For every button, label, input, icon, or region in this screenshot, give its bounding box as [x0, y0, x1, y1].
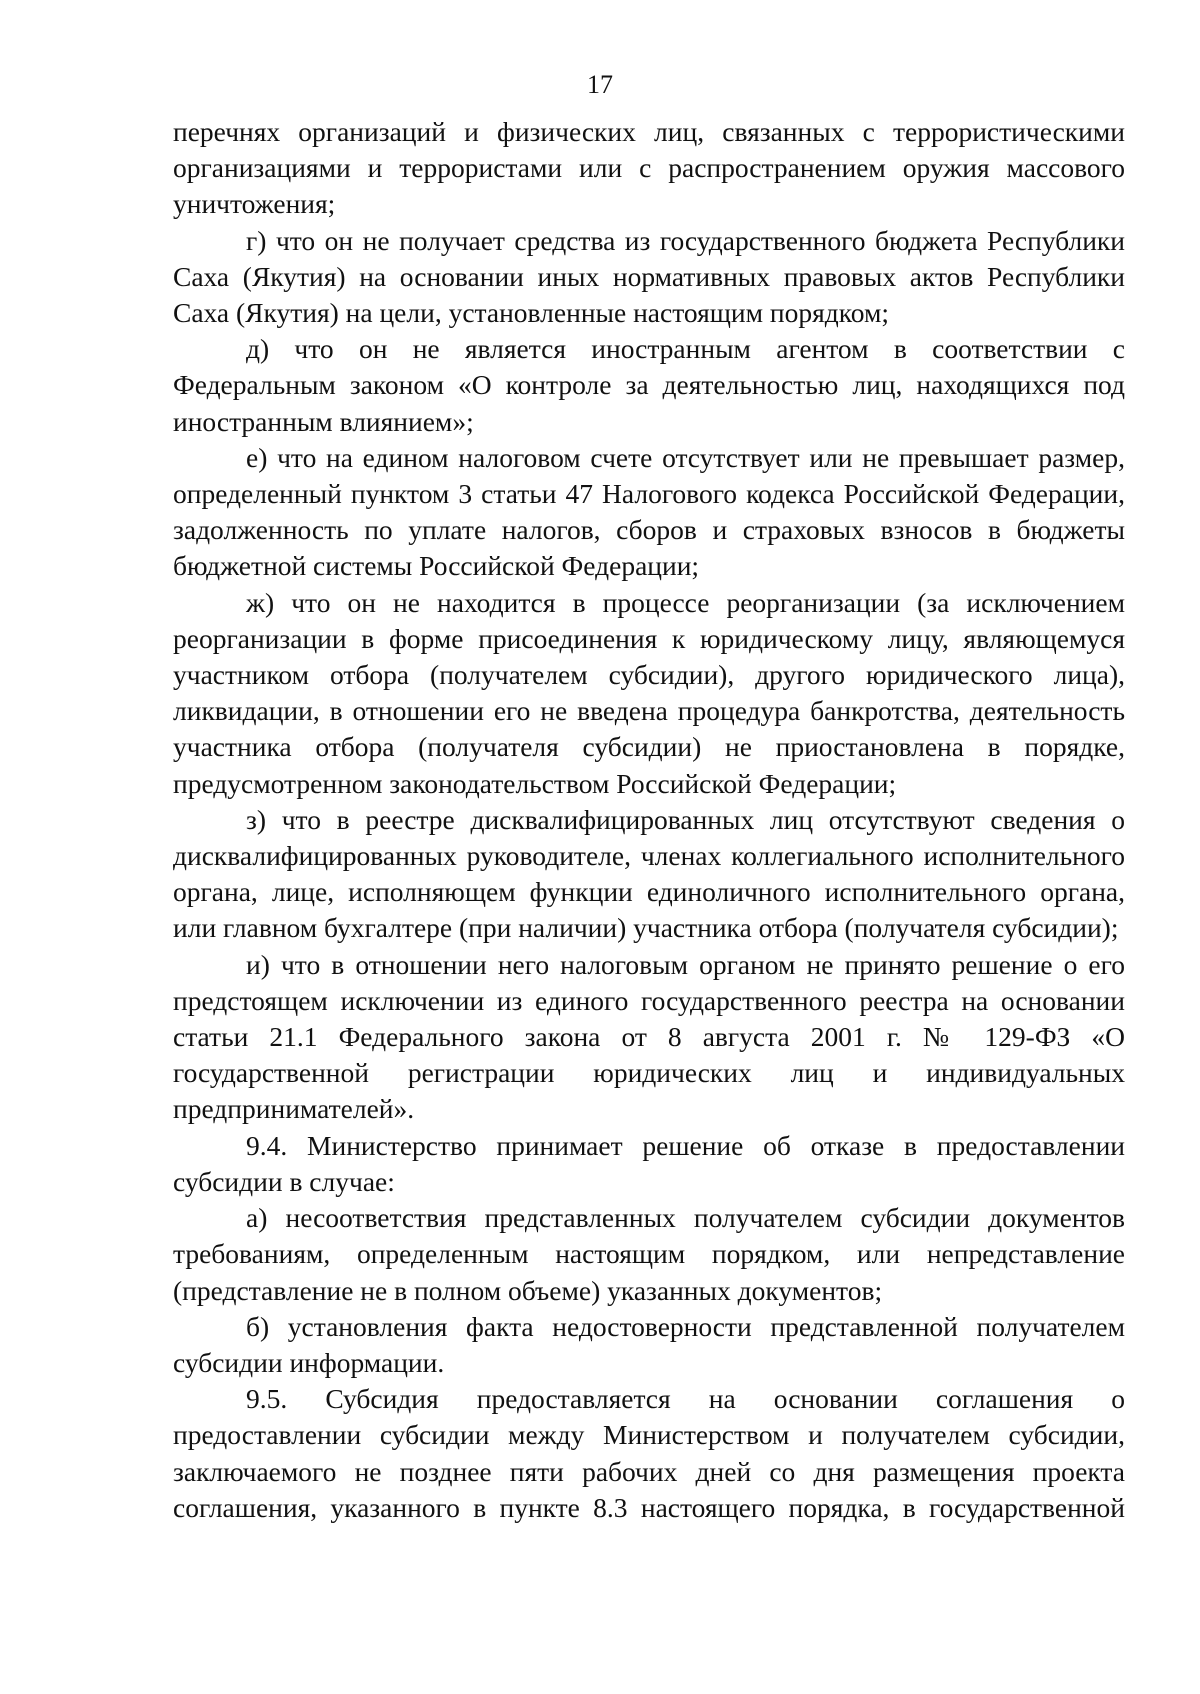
- page-number: 17: [587, 70, 613, 99]
- paragraph-item-i: и) что в отношении него налоговым органом не принято решение о его предстоящем исключении из единого государственного реестра на основании статьи 21.1 Федерального закона от 8 августа 2001 г. № 129-ФЗ «О государственной регистрации юридических лиц и индивидуальных предпринимателей».: [173, 948, 1125, 1125]
- paragraph-item-a: а) несоответствия представленных получателем субсидии документов требованиям, определенным настоящим порядком, или непредставление (представление не в полном объеме) указанных документов;: [173, 1202, 1125, 1306]
- paragraph-item-e: е) что на едином налоговом счете отсутствует или не превышает размер, определенный пунктом 3 статьи 47 Налогового кодекса Российской Федерации, задолженность по уплате налогов, сборов и страховых взносов в бюджеты бюджетной системы Российской Федерации;: [173, 441, 1125, 582]
- paragraph-item-z: з) что в реестре дисквалифицированных лиц отсутствуют сведения о дисквалифицированных руководителе, членах коллегиального исполнительного органа, лице, исполняющем функции единоличного исполнительного органа, или главном бухгалтере (при наличии) участника отбора (получателя субсидии);: [173, 803, 1125, 944]
- paragraph-continuation: перечнях организаций и физических лиц, связанных с террористическими организациями и террористами или с распространением оружия массового уничтожения;: [173, 116, 1125, 220]
- paragraph-item-g: г) что он не получает средства из государственного бюджета Республики Саха (Якутия) на основании иных нормативных правовых актов Республики Саха (Якутия) на цели, установленные настоящим порядком;: [173, 224, 1125, 329]
- document-body: [173, 114, 1125, 1526]
- paragraph-section-9-4: 9.4. Министерство принимает решение об отказе в предоставлении субсидии в случае:: [173, 1129, 1125, 1197]
- paragraph-item-d: д) что он не является иностранным агентом в соответствии с Федеральным законом «О контроле за деятельностью лиц, находящихся под иностранным влиянием»;: [173, 333, 1125, 437]
- paragraph-item-b: б) установления факта недостоверности представленной получателем субсидии информации.: [173, 1310, 1125, 1378]
- paragraph-item-zh: ж) что он не находится в процессе реорганизации (за исключением реорганизации в форме присоединения к юридическому лицу, являющемуся участником отбора (получателем субсидии), другого юридического лица), ликвидации, в отношении его не введена процедура банкротства, деятельность участника отбора (получателя субсидии) не приостановлена в порядке, предусмотренном законодательством Российской Федерации;: [173, 586, 1125, 799]
- paragraph-section-9-5: 9.5. Субсидия предоставляется на основании соглашения о предоставлении субсидии между Министерством и получателем субсидии, заключаемого не позднее пяти рабочих дней со дня размещения проекта соглашения, указанного в пункте 8.3 настоящего порядка, в государственной: [173, 1383, 1125, 1523]
